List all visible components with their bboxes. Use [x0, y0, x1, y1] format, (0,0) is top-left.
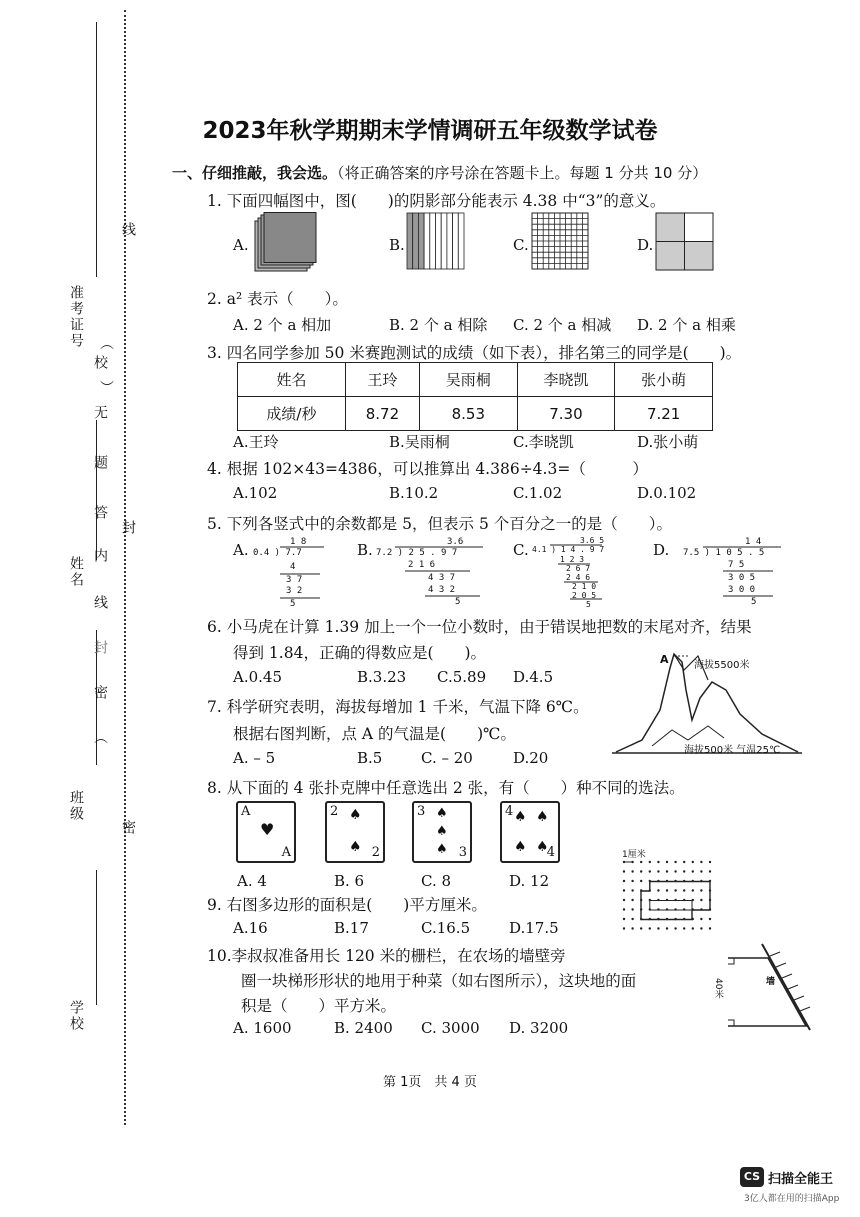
q5-option-d[interactable]: D. — [653, 541, 670, 559]
mountain-base-note: 海拔500米 气温25℃ — [684, 745, 781, 756]
q4-option-c[interactable]: C.1.02 — [513, 484, 563, 502]
school-label: 学校 — [68, 1000, 84, 1032]
q6-option-a[interactable]: A.0.45 — [233, 668, 282, 686]
spade-icon: ♠ — [349, 807, 362, 823]
seal-char: 无 — [92, 405, 108, 421]
spade-icon: ♠ — [436, 806, 448, 821]
q7-option-c[interactable]: C. – 20 — [421, 749, 473, 767]
playing-card: 4 ♠ ♠ ♠ ♠ 4 — [500, 801, 560, 863]
q6-option-c[interactable]: C.5.89 — [437, 668, 487, 686]
table-header: 王玲 — [345, 363, 419, 397]
trapezoid-wall-figure — [722, 942, 814, 1034]
exam-id-underline — [96, 22, 97, 277]
playing-card: A ♥ A — [236, 801, 296, 863]
grid-unit-label: 1厘米 — [622, 850, 646, 860]
school-underline — [96, 870, 97, 1005]
q10-option-b[interactable]: B. 2400 — [334, 1019, 393, 1037]
name-underline — [96, 420, 97, 560]
q1-option-b[interactable]: B. — [389, 236, 405, 254]
spade-icon: ♠ — [536, 809, 549, 825]
seal-char: 线 — [92, 595, 108, 611]
question-7: 7. 科学研究表明，海拔每增加 1 千米，气温下降 6℃。 — [207, 698, 589, 716]
table-cell: 7.30 — [517, 397, 615, 431]
q6-option-b[interactable]: B.3.23 — [357, 668, 407, 686]
scanner-name: 扫描全能王 — [768, 1172, 834, 1187]
q2-option-b[interactable]: B. 2 个 a 相除 — [389, 316, 488, 334]
q10-option-c[interactable]: C. 3000 — [421, 1019, 480, 1037]
question-9: 9. 右图多边形的面积是( )平方厘米。 — [207, 896, 487, 914]
seal-char: 密 — [120, 820, 136, 836]
spade-icon: ♠ — [349, 839, 362, 855]
q1-figure-d — [655, 212, 715, 272]
q1-option-c[interactable]: C. — [513, 236, 529, 254]
seal-char: 答 — [92, 505, 108, 521]
exam-id-label: 准考证号 — [68, 285, 84, 349]
question-7-cont: 根据右图判断，点 A 的气温是( )℃。 — [233, 725, 516, 743]
table-cell: 8.53 — [419, 397, 517, 431]
q8-option-c[interactable]: C. 8 — [421, 872, 452, 890]
q5-option-c[interactable]: C. — [513, 541, 529, 559]
q7-option-a[interactable]: A. – 5 — [233, 749, 276, 767]
table-cell: 7.21 — [615, 397, 713, 431]
table-header: 吴雨桐 — [419, 363, 517, 397]
scanner-logo: CS — [740, 1167, 764, 1187]
page-title: 2023年秋学期期末学情调研五年级数学试卷 — [202, 118, 658, 144]
section-note: （将正确答案的序号涂在答题卡上。每题 1 分共 10 分） — [337, 164, 708, 182]
q5-option-b[interactable]: B. — [357, 541, 373, 559]
q2-option-c[interactable]: C. 2 个 a 相减 — [513, 316, 612, 334]
class-label: 班级 — [68, 790, 84, 822]
seal-char: 线 — [120, 222, 136, 238]
q9-option-c[interactable]: C.16.5 — [421, 919, 471, 937]
grid-polygon-figure — [620, 858, 720, 938]
q8-option-b[interactable]: B. 6 — [334, 872, 365, 890]
question-1: 1. 下面四幅图中，图( )的阴影部分能表示 4.38 中“3”的意义。 — [207, 192, 666, 210]
table-header: 张小萌 — [615, 363, 713, 397]
q4-option-d[interactable]: D.0.102 — [637, 484, 697, 502]
question-8: 8. 从下面的 4 张扑克牌中任意选出 2 张，有（ ）种不同的选法。 — [207, 779, 685, 797]
question-6: 6. 小马虎在计算 1.39 加上一个一位小数时，由于错误地把数的末尾对齐，结果 — [207, 618, 752, 636]
seal-char: 题 — [92, 455, 108, 471]
table-header: 李晓凯 — [517, 363, 615, 397]
q3-option-d[interactable]: D.张小萌 — [637, 433, 699, 451]
seal-char: 内 — [92, 548, 108, 564]
question-4: 4. 根据 102×43=4386，可以推算出 4.386÷4.3=（ ） — [207, 460, 648, 478]
heart-icon: ♥ — [260, 820, 275, 839]
spade-icon: ♠ — [436, 824, 448, 839]
name-label: 姓名 — [68, 556, 84, 588]
seal-char: 校 — [92, 355, 108, 371]
table-header: 姓名 — [238, 363, 346, 397]
q3-option-a[interactable]: A.王玲 — [233, 433, 279, 451]
q1-figure-c — [531, 212, 591, 270]
playing-card: 3 ♠ ♠ ♠ 3 — [412, 801, 472, 863]
seal-char: 封 — [92, 640, 108, 656]
section-heading — [172, 162, 707, 183]
q4-option-b[interactable]: B.10.2 — [389, 484, 439, 502]
q5-option-a[interactable]: A. — [233, 541, 249, 559]
q9-option-d[interactable]: D.17.5 — [509, 919, 559, 937]
q3-option-c[interactable]: C.李晓凯 — [513, 433, 574, 451]
page-footer: 第 1页 共 4 页 — [383, 1075, 477, 1090]
q7-option-d[interactable]: D.20 — [513, 749, 549, 767]
seal-char: 密 — [92, 685, 108, 701]
spade-icon: ♠ — [514, 809, 527, 825]
question-6-cont: 得到 1.84，正确的得数应是( )。 — [233, 644, 487, 662]
binding-line — [124, 10, 126, 1125]
q1-option-a[interactable]: A. — [233, 236, 249, 254]
q2-option-d[interactable]: D. 2 个 a 相乘 — [637, 316, 736, 334]
seal-char: （ — [98, 336, 114, 352]
wall-label: 墙 — [766, 977, 776, 987]
trapezoid-height-label: 40米 — [713, 978, 723, 999]
question-2: 2. a² 表示（ ）。 — [207, 290, 348, 308]
q7-option-b[interactable]: B.5 — [357, 749, 383, 767]
seal-char: 封 — [120, 520, 136, 536]
q3-option-b[interactable]: B.吴雨桐 — [389, 433, 450, 451]
table-row — [238, 397, 713, 431]
q1-figure-b — [406, 212, 466, 270]
section-title: 一、仔细推敲，我会选。 — [172, 164, 338, 182]
q10-option-a[interactable]: A. 1600 — [233, 1019, 292, 1037]
q9-option-b[interactable]: B.17 — [334, 919, 369, 937]
table-cell: 8.72 — [345, 397, 419, 431]
playing-card: 2 ♠ ♠ 2 — [325, 801, 385, 863]
spade-icon: ♠ — [536, 839, 549, 855]
q2-option-a[interactable]: A. 2 个 a 相加 — [233, 316, 332, 334]
q1-option-d[interactable]: D. — [637, 236, 654, 254]
scanner-slogan: 3亿人都在用的扫描App — [744, 1194, 840, 1204]
seal-char: （ — [92, 730, 108, 746]
q10-option-d[interactable]: D. 3200 — [509, 1019, 569, 1037]
question-10: 10.李叔叔准备用长 120 米的栅栏，在农场的墙壁旁 — [207, 947, 566, 965]
q8-option-a[interactable]: A. 4 — [237, 872, 267, 890]
spade-icon: ♠ — [436, 842, 448, 857]
question-3: 3. 四名同学参加 50 米赛跑测试的成绩（如下表），排名第三的同学是( )。 — [207, 344, 742, 362]
seal-char: ） — [98, 380, 114, 396]
table-cell: 成绩/秒 — [238, 397, 346, 431]
question-5: 5. 下列各竖式中的余数都是 5，但表示 5 个百分之一的是（ ）。 — [207, 515, 672, 533]
score-table — [237, 362, 713, 431]
question-10-cont2: 积是（ ）平方米。 — [241, 997, 397, 1015]
question-10-cont: 圈一块梯形形状的地用于种菜（如右图所示），这块地的面 — [241, 972, 637, 990]
mountain-top-note: 海拔5500米 — [694, 660, 750, 671]
table-header-row — [238, 363, 713, 397]
spade-icon: ♠ — [514, 839, 527, 855]
q8-option-d[interactable]: D. 12 — [509, 872, 550, 890]
q1-figure-a — [254, 212, 318, 272]
q6-option-d[interactable]: D.4.5 — [513, 668, 554, 686]
q4-option-a[interactable]: A.102 — [233, 484, 278, 502]
q9-option-a[interactable]: A.16 — [233, 919, 268, 937]
mountain-point-a: A — [660, 653, 669, 666]
